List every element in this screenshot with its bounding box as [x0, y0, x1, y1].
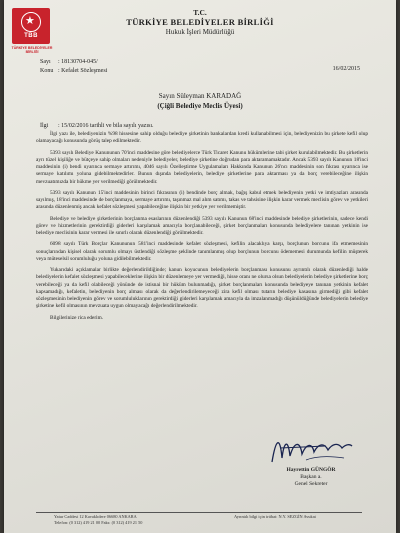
letter-body	[36, 131, 368, 326]
ilgi-row	[40, 123, 153, 129]
header-organization: TÜRKİYE BELEDİYELER BİRLİĞİ	[126, 17, 274, 27]
signatory-block	[266, 467, 356, 488]
logo-star-icon: ★	[25, 15, 35, 27]
footer-phone-line: Telefon: (0 312) 419 21 00 Faks: (0 312) 419 21 50	[54, 519, 143, 525]
sayi-label: Sayı	[40, 59, 51, 65]
footer-address-line: Yatur Caddesi 12 Kavaklıdere 06680 ANKARA	[54, 514, 137, 519]
konu-label: Konu	[40, 68, 54, 74]
document-date: 16/02/2015	[332, 66, 360, 72]
header-department: Hukuk İşleri Müdürlüğü	[165, 28, 235, 36]
paragraph: 5393 sayılı Kanunun 15'inci maddesinin birinci fıkrasının (i) bendinde borç almak, bağış kabul etmek belediyenin yetki ve imtiyazları arasında sayılmış, 18'inci maddesinde de borçlanmaya, sermaye artırımı, taşınmaz mal alım satımı, takas ve tahsisine ilişkin karar vermek meclisin görev ve yetkileri arasında düzenlenmiş ancak kefalet sözleşmesi yapabileceğine ilişkin bir yetkiye yer verilmemiştir.	[36, 189, 368, 211]
handwritten-signature	[266, 432, 356, 468]
header-tc: T.C.	[193, 8, 207, 17]
konu-row	[40, 68, 107, 74]
footer-address	[54, 514, 142, 525]
logo-abbreviation: TBB	[24, 33, 38, 39]
signatory-name: Hayrettin GÜNGÖR	[286, 467, 336, 473]
paragraph: 5393 sayılı Belediye Kanununun 70'inci maddesine göre belediyelerce Türk Ticaret Kanunu hükümlerine tabi şirket kurulabilmektedir. Bu şirketlerin ayrı tüzel kişiliğe ve bütçeye sahip olmaları nedeniyle belediyeler, belediye şirketine doğrudan para aktaramamaktadır. Ancak 5393 sayılı Kanunun 18'inci maddesinin (i) bendi uyarınca sermaye artırımı, 4046 sayılı Özelleştirme Uygulamaları Hakkında Kanunun 26'ncı maddesinin son fıkrası uyarınca ise sermaye katılımı yoluna gidebilmektedirler. Bunun dışında belediyelerin, belediye şirketlerine para aktarması ya da borç verebileceğine ilişkin mevzuatımızda bir hükme yer verilmediği görülmektedir.	[36, 149, 368, 185]
ilgi-label: İlgi	[40, 123, 49, 129]
document-page	[4, 0, 396, 533]
closing-line: Bilgilerinize rica ederim.	[50, 314, 104, 321]
signatory-position: Genel Sekreter	[294, 481, 328, 487]
logo-caption: TÜRKİYE BELEDİYELER BİRLİĞİ	[11, 46, 53, 54]
addressee-title: (Çiğli Belediye Meclis Üyesi)	[157, 102, 243, 110]
paragraph: İlgi yazı ile, belediyenizin %98 hissesine sahip olduğu belediye şirketinin bankalardan kredi kullanabilmesi için, belediyenizin bu şirkete kefil olup olamayacağı konusunda görüş talep edilmektedir.	[36, 131, 368, 145]
ilgi-value: : 15/02/2016 tarihli ve bila sayılı yazısı.	[58, 123, 154, 129]
konu-value: : Kefalet Sözleşmesi	[58, 68, 108, 74]
signatory-title: Başkan a.	[300, 474, 322, 480]
paragraph: Belediye ve belediye şirketlerinin borçlanma esaslarının düzenlendiği 5393 sayılı Kanunun 68'inci maddesinde belediye şirketlerinin, sadece kendi görev ve hizmetlerinin gerektirdiği giderleri karşılamak amacıyla borçlanabileceği, şirket borçlanmaları konusunda belediyelere tanınan yetkinin ise belediye meclisinin karar vermesi ile sınırlı olarak düzenlendiği görülmektedir.	[36, 215, 368, 236]
paragraph: Yukarıdaki açıklamalar birlikte değerlendirildiğinde; kanun koyucunun belediyelerin borçlanması konusunu ayrıntılı olarak düzenlediği halde belediyelerin kefalet sözleşmesi yapabileceklerine ilişkin bir düzenlemeye yer vermediği, hisse oranı ne olursa olsun belediyelerin belediye şirketlerine borç verebileceği ya da kefil olabileceği yönünde de istisnai bir hüküm bulunmadığı, şirket borçlanmaları konusunda belediyeye tanınan yetkinin kefalet kapsamadığı, kefaletin, belediyenin borç alması olarak da değerlendirilemeyeceği zira kefil olması tutarın belediye kasasına girmediği gibi kefalet sözleşmesinin belediyenin görev ve sorumluluklarının gerektirdiği giderleri karşılamak amacıyla da imzalanmadığı düşünüldüğünde belediyelerin belediye şirketine kefil olmasının mevzuata uygun olmayacağı değerlendirilmektedir.	[36, 267, 368, 310]
sayi-row	[40, 59, 98, 65]
footer-contact-line: Ayrıntılı bilgi için irtibat: N.Y. SEZGİN Avukat	[234, 514, 316, 519]
sayi-value: : 18130704-045/	[58, 59, 98, 65]
footer-contact	[234, 514, 316, 520]
addressee-name: Sayın Süleyman KARADAĞ	[158, 92, 242, 100]
paragraph: 6098 sayılı Türk Borçlar Kanununun 581'inci maddesinde kefalet sözleşmesi, kefilin alacaklıya karşı, borçlunun borcunu ifa etmemesinin sonuçlarından kişisel olarak sorumlu olmayı üstlendiği sözleşme şeklinde tanımlanmış olup borçlunun borcunu ödememesi durumunda kefilin müşterek veya müteselsil sorumluluğu yoluna gidilebilmektedir.	[36, 241, 368, 262]
footer-divider	[36, 512, 362, 513]
